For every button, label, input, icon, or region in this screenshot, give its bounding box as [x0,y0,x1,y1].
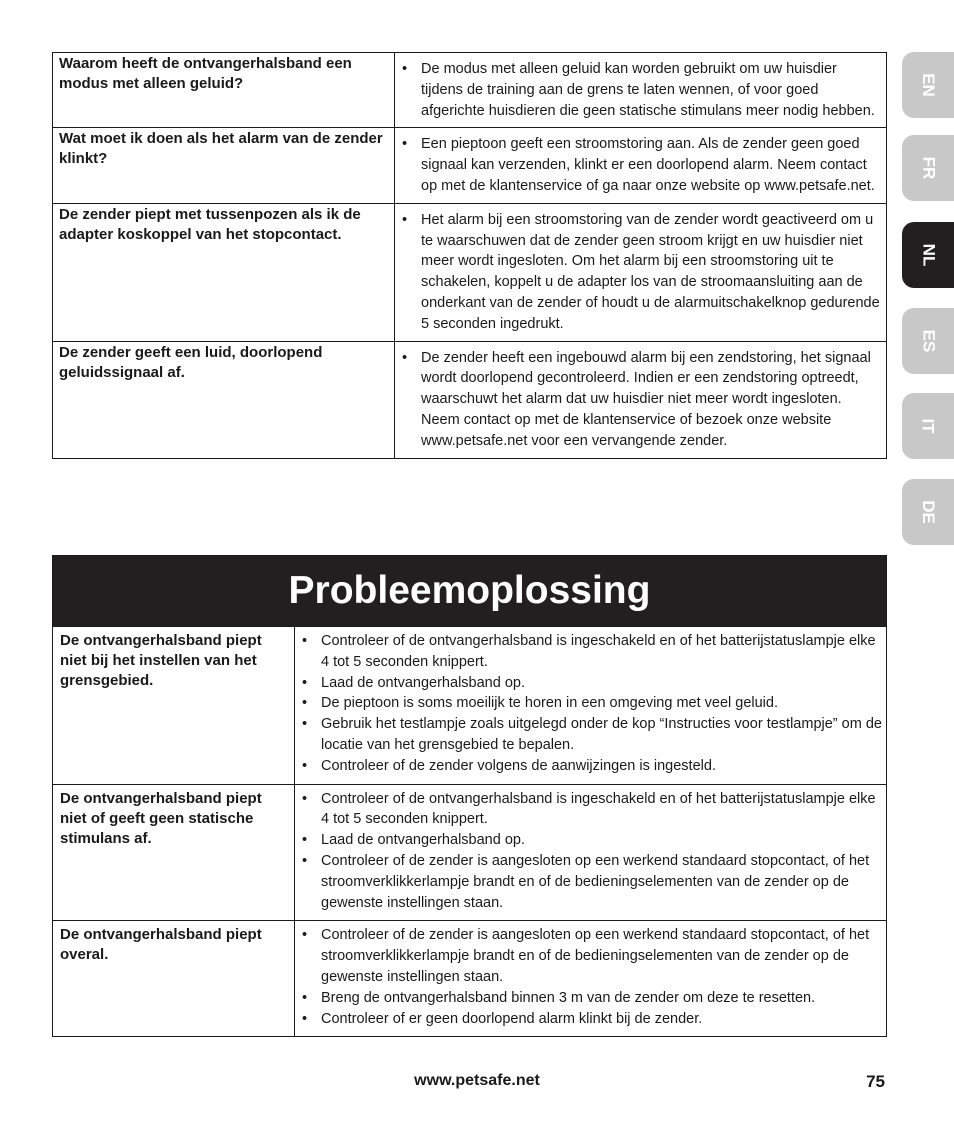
list-item: • Controleer of de zender is aangesloten op een werkend standaard stopcontact, of het stroomverklikkerlampje brandt en of de bedieningselementen van de zender op de gewenste instellingen staan. [295,925,883,987]
tab-label: EN [919,73,938,97]
table-row [53,627,887,785]
list-item: • Het alarm bij een stroomstoring van de zender wordt geactiveerd om u te waarschuwen dat de zender geen stroom krijgt en uw huisdier niet meer wordt ingesloten. Om het alarm bij een stroomstoring uit te schakelen, koppelt u de adapter los van de stroomaansluiting aan de onderkant van de zender of houdt u de alarmuitschakelknop gedurende 5 seconden ingedrukt. [395,210,882,335]
tab-en[interactable] [902,52,954,118]
faq-question: Waarom heeft de ontvangerhalsband een modus met alleen geluid? [53,53,395,128]
tab-es[interactable] [902,308,954,374]
problem-cell: De ontvangerhalsband piept overal. [53,921,295,1037]
problem-cell: De ontvangerhalsband piept niet bij het instellen van het grensgebied. [53,627,295,785]
table-row [53,53,887,128]
faq-answer [395,128,887,203]
list-item: • Gebruik het testlampje zoals uitgelegd onder de kop “Instructies voor testlampje” om de locatie van het grensgebied te bepalen. [295,714,883,756]
list-item: • Controleer of de ontvangerhalsband is ingeschakeld en of het batterijstatuslampje elke 4 tot 5 seconden knippert. [295,789,883,831]
list-item: • Een pieptoon geeft een stroomstoring aan. Als de zender geen goed signaal kan verzenden, klinkt er een doorlopend alarm. Neem contact op met de klantenservice of ga naar onze website op www.petsafe.net. [395,134,882,196]
tab-label: FR [918,156,938,180]
table-row [53,128,887,203]
list-item: • Controleer of de zender is aangesloten op een werkend standaard stopcontact, of het stroomverklikkerlampje brandt en of de bedieningselementen van de zender op de gewenste instellingen staan. [295,851,883,913]
problem-cell: De ontvangerhalsband piept niet of geeft geen statische stimulans af. [53,784,295,921]
faq-table [52,52,887,459]
tab-it[interactable] [902,393,954,459]
page-number: 75 [866,1072,885,1091]
tab-fr[interactable] [902,135,954,201]
list-item: • De modus met alleen geluid kan worden gebruikt om uw huisdier tijdens de training aan de grens te laten wennen, of voor goed afgerichte huisdieren die geen statische stimulans meer nodig hebben. [395,59,882,121]
faq-answer [395,341,887,458]
faq-answer [395,53,887,128]
troubleshooting-table [52,555,887,1037]
table-row [53,341,887,458]
tab-label: IT [918,418,938,434]
list-item: • Breng de ontvangerhalsband binnen 3 m van de zender om deze te resetten. [295,988,883,1009]
list-item: • Controleer of de ontvangerhalsband is ingeschakeld en of het batterijstatuslampje elke 4 tot 5 seconden knippert. [295,631,883,673]
list-item: • Controleer of de zender volgens de aanwijzingen is ingesteld. [295,756,883,777]
faq-answer [395,203,887,341]
faq-question: De zender piept met tussenpozen als ik de adapter koskoppel van het stopcontact. [53,203,395,341]
solution-cell [295,921,887,1037]
tab-label: NL [918,243,938,267]
list-item: • Laad de ontvangerhalsband op. [295,830,883,851]
table-row [53,921,887,1037]
list-item: • Laad de ontvangerhalsband op. [295,673,883,694]
tab-label: DE [919,500,938,524]
faq-question: De zender geeft een luid, doorlopend geluidssignaal af. [53,341,395,458]
list-item: • De zender heeft een ingebouwd alarm bij een zendstoring, het signaal wordt doorlopend gecontroleerd. Indien er een zendstoring optreedt, waarschuwt het alarm dat uw huisdier niet meer wordt ingesloten. Neem contact op met de klantenservice of bezoek onze website www.petsafe.net voor een vervangende zender. [395,348,882,452]
footer-url: www.petsafe.net [414,1072,540,1089]
table-row [53,203,887,341]
tab-nl[interactable] [902,222,954,288]
section-title: Probleemoplossing [53,556,887,627]
tab-label: ES [919,329,938,353]
solution-cell [295,627,887,785]
tab-de[interactable] [902,479,954,545]
faq-question: Wat moet ik doen als het alarm van de zender klinkt? [53,128,395,203]
list-item: • Controleer of er geen doorlopend alarm klinkt bij de zender. [295,1009,883,1030]
solution-cell [295,784,887,921]
table-row [53,784,887,921]
list-item: • De pieptoon is soms moeilijk te horen in een omgeving met veel geluid. [295,693,883,714]
